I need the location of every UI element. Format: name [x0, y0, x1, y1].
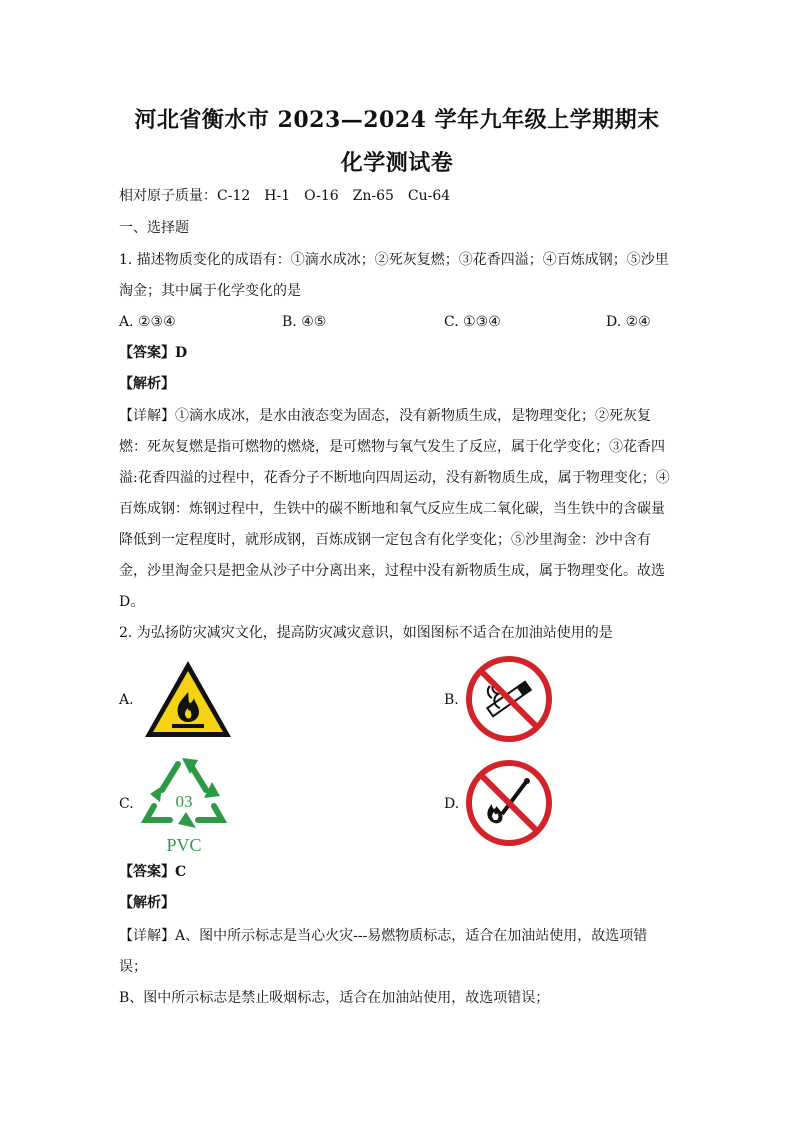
q1-detail-line: 百炼成钢：炼钢过程中，生铁中的碳不断地和氧气反应生成二氧化碳，当生铁中的含碳量 [119, 501, 665, 517]
q2-option-c-label: C. [119, 796, 134, 812]
q1-detail-line: 降低到一定程度时，就形成钢，百炼成钢一定包含有化学变化；⑤沙里淘金：沙中含有 [119, 532, 651, 548]
q1-detail-line: D。 [119, 594, 145, 610]
q2-option-b-label: B. [444, 692, 459, 708]
q2-answer: 【答案】C [119, 864, 187, 880]
q2-option-d-label: D. [444, 796, 460, 812]
q1-option-b: B. ④⑤ [282, 314, 327, 330]
no-open-flame-icon [466, 760, 552, 846]
recycle-label: PVC [166, 835, 202, 855]
exam-title: 河北省衡水市 2023—2024 学年九年级上学期期末 [134, 107, 660, 133]
q2-option-a-label: A. [119, 692, 134, 708]
q1-option-c: C. ①③④ [444, 314, 501, 330]
section-heading: 一、选择题 [119, 220, 189, 236]
pvc-recycle-icon [138, 752, 230, 856]
exam-subtitle: 化学测试卷 [340, 150, 454, 176]
q1-stem-line2: 淘金；其中属于化学变化的是 [119, 283, 301, 299]
q1-detail-line: 【详解】①滴水成冰，是水由液态变为固态，没有新物质生成，是物理变化；②死灰复 [119, 408, 651, 424]
q2-analysis-label: 【解析】 [119, 895, 175, 911]
q2-detail-line: 【详解】A、图中所示标志是当心火灾---易燃物质标志，适合在加油站使用，故选项错 [119, 928, 648, 944]
q1-option-d: D. ②④ [606, 314, 651, 330]
q1-detail-line: 燃：死灰复燃是指可燃物的燃烧，是可燃物与氧气发生了反应，属于化学变化；③花香四 [119, 439, 665, 455]
recycle-number: 03 [175, 792, 193, 811]
q1-analysis-label: 【解析】 [119, 376, 175, 392]
flammable-warning-icon [142, 658, 234, 740]
q1-stem-line1: 1. 描述物质变化的成语有：①滴水成冰；②死灰复燃；③花香四溢；④百炼成钢；⑤沙里 [119, 252, 669, 268]
q2-stem: 2. 为弘扬防灾减灾文化，提高防灾减灾意识，如图图标不适合在加油站使用的是 [119, 625, 613, 641]
q1-detail-line: 溢:花香四溢的过程中，花香分子不断地向四周运动，没有新物质生成，属于物理变化；④ [119, 470, 670, 486]
q2-detail-line: B、图中所示标志是禁止吸烟标志，适合在加油站使用，故选项错误； [119, 990, 550, 1006]
q1-detail-line: 金，沙里淘金只是把金从沙子中分离出来，过程中没有新物质生成，属于物理变化。故选 [119, 563, 665, 579]
q2-detail-line: 误； [119, 959, 147, 975]
q1-option-a: A. ②③④ [119, 314, 176, 330]
no-smoking-icon [466, 656, 552, 742]
q1-answer: 【答案】D [119, 345, 188, 361]
atomic-mass-line: 相对原子质量：C-12 H-1 O-16 Zn-65 Cu-64 [119, 188, 451, 204]
